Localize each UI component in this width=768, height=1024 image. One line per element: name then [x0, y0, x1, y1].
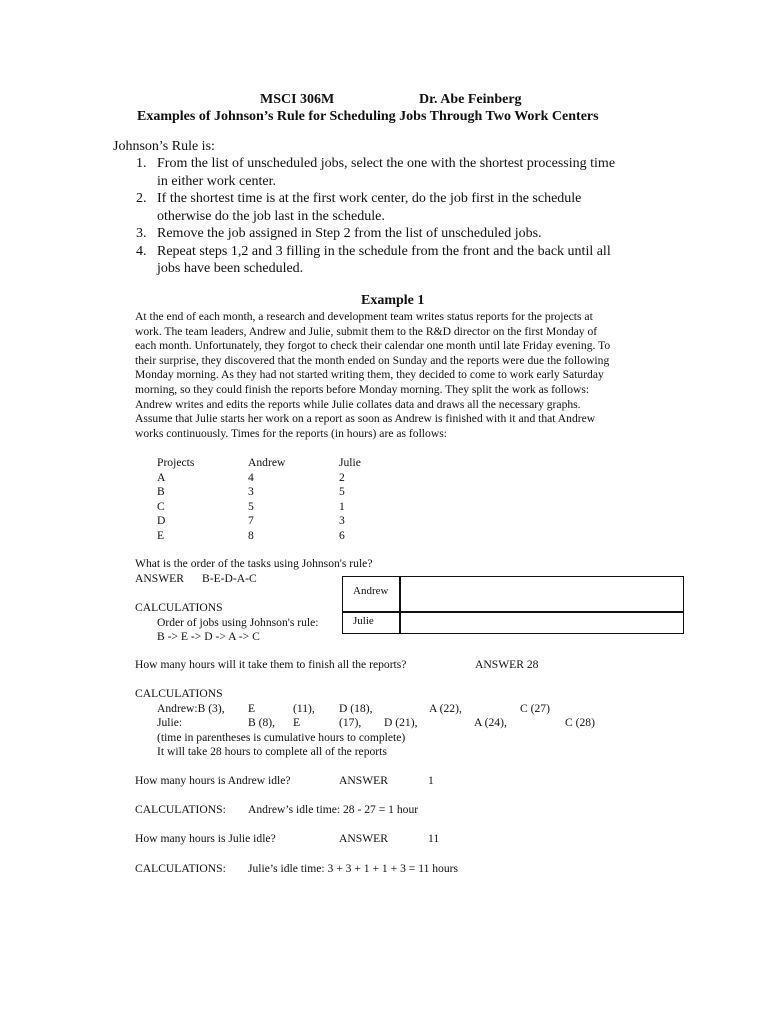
rule-step [136, 155, 615, 190]
table-cell: 8 [248, 529, 254, 542]
paragraph-line: works continuously. Times for the reports (in hours) are as follows: [135, 426, 447, 440]
rule-step-line: otherwise do the job last in the schedule. [157, 208, 385, 224]
q2-andrew-label: Andrew:B (3), [157, 702, 225, 715]
paragraph-line: work. The team leaders, Andrew and Julie, submit them to the R&D director on the first Monday of [135, 324, 598, 338]
q1-calc-label: CALCULATIONS [135, 601, 223, 614]
q3-calc: Andrew’s idle time: 28 - 27 = 1 hour [248, 803, 419, 816]
table-cell: C [157, 499, 165, 513]
gantt-row-divider [343, 611, 683, 613]
q2-julie-value: E [293, 716, 301, 729]
rule-step-text [157, 155, 615, 190]
rule-step-line: jobs have been scheduled. [157, 261, 304, 276]
q3-answer-label: ANSWER [339, 774, 388, 787]
rule-step [136, 225, 615, 243]
rule-step-line: Remove the job assigned in Step 2 from the list of unscheduled jobs. [157, 226, 542, 241]
q2-julie-value: B (8), [248, 716, 276, 729]
table-header-cell: Projects [157, 456, 195, 469]
q2-andrew-value: C (27) [520, 702, 550, 715]
q3-question: How many hours is Andrew idle? [135, 774, 291, 787]
q2-andrew-value: D (18), [339, 702, 373, 715]
q3-calc-label: CALCULATIONS: [135, 803, 226, 816]
table-cell: 3 [339, 514, 345, 528]
table-cell: 5 [248, 499, 254, 513]
q3-answer: 1 [428, 774, 434, 787]
rule-step-number: 3. [136, 226, 147, 241]
table-cell: 1 [339, 499, 345, 513]
q2-conclusion: It will take 28 hours to complete all of the reports [157, 745, 387, 758]
q4-answer: 11 [428, 832, 440, 845]
paragraph-line: Monday morning. As they had not started writing them, they decided to come to work early Saturday [135, 368, 604, 382]
table-cell: 6 [339, 529, 345, 542]
gantt-row-julie: Julie [353, 615, 374, 627]
rule-step-number: 1. [136, 156, 147, 171]
instructor-name: Dr. Abe Feinberg [419, 92, 522, 107]
table-cell: A [157, 470, 166, 484]
paragraph-line: morning, so they could finish the reports before Monday morning. They split the work as follows: [135, 382, 590, 396]
table-cell: B [157, 485, 165, 499]
gantt-label-divider [399, 577, 401, 633]
table-cell: 3 [248, 485, 254, 499]
rule-step-line: From the list of unscheduled jobs, select the one with the shortest processing time [157, 156, 616, 171]
q2-julie-value: (17), [339, 716, 362, 729]
rule-step-line: in either work center. [157, 173, 276, 189]
q1-answer-label: ANSWER [135, 572, 184, 585]
document-subtitle: Examples of Johnson’s Rule for Scheduling Jobs Through Two Work Centers [137, 109, 599, 124]
q2-answer: ANSWER 28 [475, 658, 539, 671]
table-cell: 4 [248, 470, 254, 484]
rule-intro: Johnson’s Rule is: [113, 139, 215, 154]
q2-calc-label: CALCULATIONS [135, 687, 223, 700]
q2-andrew-value: (11), [293, 702, 315, 715]
q2-julie-label: Julie: [157, 716, 183, 729]
rule-step-number: 2. [136, 191, 147, 206]
q4-question: How many hours is Julie idle? [135, 832, 276, 845]
gantt-schedule-grid [342, 576, 684, 634]
course-code: MSCI 306M [260, 92, 335, 107]
q2-julie-value: C (28) [565, 716, 595, 729]
q2-julie-value: D (21), [384, 716, 418, 729]
table-cell: 2 [339, 470, 345, 484]
q1-calc-line1: Order of jobs using Johnson's rule: [157, 616, 319, 629]
rule-step-text [157, 190, 581, 225]
table-cell: E [157, 529, 165, 542]
paragraph-line: Assume that Julie starts her work on a report as soon as Andrew is finished with it and that Andrew [135, 412, 596, 426]
example-paragraph [135, 310, 655, 441]
rule-step-line: If the shortest time is at the first work center, do the job first in the schedule [157, 191, 582, 206]
rule-step-number: 4. [136, 243, 147, 259]
rule-step [136, 190, 615, 225]
q4-answer-label: ANSWER [339, 832, 388, 845]
q4-calc: Julie’s idle time: 3 + 3 + 1 + 1 + 3 = 11 hours [248, 862, 459, 875]
table-header-cell: Andrew [248, 456, 286, 469]
rule-step [136, 243, 615, 278]
rule-step-text [157, 243, 611, 278]
paragraph-line: each month. Unfortunately, they forgot to check their calendar one month until late Friday evening. To [135, 339, 611, 353]
table-cell: 5 [339, 485, 345, 499]
paragraph-line: At the end of each month, a research and development team writes status reports for the projects at [135, 310, 593, 323]
q2-andrew-value: A (22), [429, 702, 462, 715]
rule-step-line: Repeat steps 1,2 and 3 filling in the schedule from the front and the back until all [157, 243, 611, 259]
q2-note: (time in parentheses is cumulative hours to complete) [157, 731, 406, 744]
example-title: Example 1 [361, 293, 425, 308]
q1-calc-line2: B -> E -> D -> A -> C [157, 630, 260, 643]
table-cell: D [157, 514, 166, 528]
table-header-cell: Julie [339, 456, 361, 469]
q2-question: How many hours will it take them to finish all the reports? [135, 658, 407, 671]
q2-julie-value: A (24), [474, 716, 507, 729]
gantt-row-andrew: Andrew [353, 585, 389, 597]
q2-andrew-value: E [248, 702, 256, 715]
paragraph-line: Andrew writes and edits the reports while Julie collates data and draws all the necessary graphs. [135, 397, 581, 411]
q4-calc-label: CALCULATIONS: [135, 862, 226, 875]
paragraph-line: their surprise, they discovered that the month ended on Sunday and the reports were due the following [135, 353, 610, 367]
q1-question: What is the order of the tasks using Johnson's rule? [135, 557, 373, 570]
rule-steps-list [136, 155, 615, 278]
table-cell: 7 [248, 514, 254, 528]
rule-step-text [157, 225, 542, 243]
q1-answer: B-E-D-A-C [202, 572, 257, 585]
